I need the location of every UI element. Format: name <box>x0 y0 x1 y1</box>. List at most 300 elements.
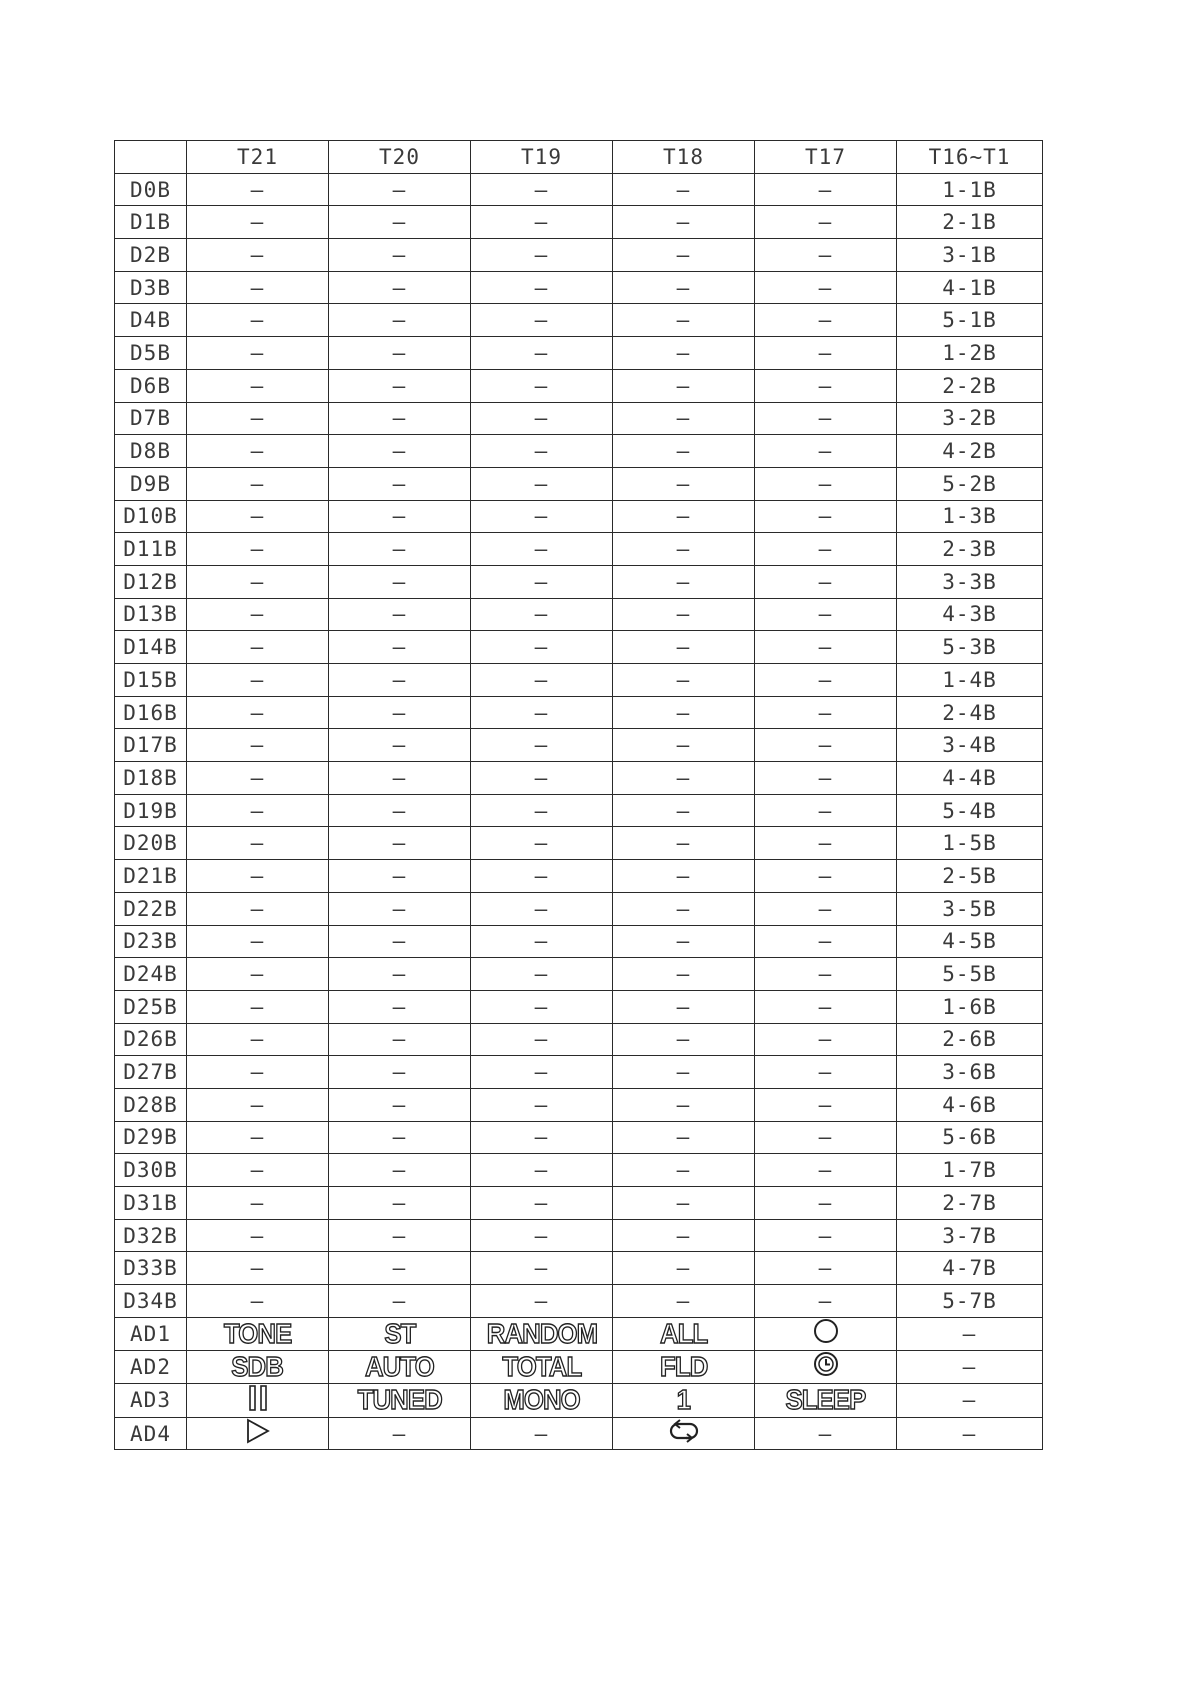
dash-cell: – <box>471 1285 613 1318</box>
indicator-label: SDB <box>231 1350 284 1382</box>
circle-icon <box>813 1318 839 1349</box>
row-label: D20B <box>115 827 187 860</box>
dash-cell: – <box>613 1187 755 1220</box>
segment-code: 5-5B <box>897 958 1043 991</box>
row-label: D12B <box>115 565 187 598</box>
row-label: D24B <box>115 958 187 991</box>
dash-cell: – <box>329 1252 471 1285</box>
dash-cell: – <box>187 239 329 272</box>
table-row <box>115 1056 1043 1089</box>
dash-cell: – <box>329 1417 471 1450</box>
row-label: D32B <box>115 1219 187 1252</box>
dash-cell: – <box>471 1023 613 1056</box>
dash-cell: – <box>613 794 755 827</box>
dash-cell: – <box>187 1252 329 1285</box>
dash-cell: – <box>187 990 329 1023</box>
dash-cell: – <box>329 892 471 925</box>
dash-cell: – <box>755 631 897 664</box>
dash-cell: – <box>755 1187 897 1220</box>
table-row <box>115 1317 1043 1350</box>
row-label: D15B <box>115 664 187 697</box>
dash-cell: – <box>187 206 329 239</box>
dash-cell: – <box>755 206 897 239</box>
dash-cell: – <box>329 369 471 402</box>
dash-cell: – <box>755 1088 897 1121</box>
table-row <box>115 729 1043 762</box>
table-row <box>115 892 1043 925</box>
row-label: D18B <box>115 762 187 795</box>
indicator-cell <box>329 1383 471 1417</box>
segment-code: 1-3B <box>897 500 1043 533</box>
table-row <box>115 1187 1043 1220</box>
pause-icon <box>247 1384 269 1417</box>
row-label: D21B <box>115 860 187 893</box>
segment-code: 4-2B <box>897 435 1043 468</box>
dash-cell: – <box>755 598 897 631</box>
row-label: AD4 <box>115 1417 187 1450</box>
indicator-label: TUNED <box>357 1384 442 1416</box>
row-label: D13B <box>115 598 187 631</box>
dash-cell: – <box>755 664 897 697</box>
dash-cell: – <box>329 1088 471 1121</box>
dash-cell: – <box>187 533 329 566</box>
segment-code: 4-4B <box>897 762 1043 795</box>
dash-cell: – <box>187 1154 329 1187</box>
dash-cell: – <box>329 1187 471 1220</box>
dash-cell: – <box>613 337 755 370</box>
indicator-cell <box>755 1383 897 1417</box>
table-row <box>115 239 1043 272</box>
dash-cell: – <box>187 827 329 860</box>
dash-cell: – <box>187 892 329 925</box>
table-row <box>115 1023 1043 1056</box>
dash-cell: – <box>471 990 613 1023</box>
dash-cell: – <box>471 958 613 991</box>
row-label: AD2 <box>115 1350 187 1383</box>
dash-cell: – <box>187 664 329 697</box>
table-row <box>115 1121 1043 1154</box>
segment-code: 2-5B <box>897 860 1043 893</box>
segment-code: 5-2B <box>897 467 1043 500</box>
dash-cell: – <box>613 500 755 533</box>
dash-cell: – <box>755 435 897 468</box>
indicator-cell <box>613 1417 755 1450</box>
row-label: D23B <box>115 925 187 958</box>
dash-cell: – <box>329 1154 471 1187</box>
dash-cell: – <box>329 958 471 991</box>
dash-cell: – <box>613 435 755 468</box>
dash-cell: – <box>613 958 755 991</box>
table-row <box>115 598 1043 631</box>
dash-cell: – <box>897 1383 1043 1417</box>
dash-cell: – <box>755 1056 897 1089</box>
dash-cell: – <box>471 1417 613 1450</box>
dash-cell: – <box>755 1121 897 1154</box>
row-label: D31B <box>115 1187 187 1220</box>
table-row <box>115 1285 1043 1318</box>
dash-cell: – <box>329 173 471 206</box>
header-t19: T19 <box>471 141 613 174</box>
row-label: D28B <box>115 1088 187 1121</box>
dash-cell: – <box>329 337 471 370</box>
dash-cell: – <box>187 1088 329 1121</box>
row-label: D11B <box>115 533 187 566</box>
indicator-label: AUTO <box>365 1350 434 1382</box>
dash-cell: – <box>187 794 329 827</box>
dash-cell: – <box>471 631 613 664</box>
dash-cell: – <box>613 1088 755 1121</box>
indicator-cell <box>329 1350 471 1383</box>
dash-cell: – <box>613 1023 755 1056</box>
dash-cell: – <box>329 271 471 304</box>
dash-cell: – <box>187 762 329 795</box>
row-label: D7B <box>115 402 187 435</box>
table-row <box>115 1252 1043 1285</box>
table-row <box>115 925 1043 958</box>
segment-code: 4-7B <box>897 1252 1043 1285</box>
segment-code: 1-5B <box>897 827 1043 860</box>
segment-code: 1-7B <box>897 1154 1043 1187</box>
row-label: D4B <box>115 304 187 337</box>
table-row <box>115 958 1043 991</box>
dash-cell: – <box>613 1154 755 1187</box>
row-label: D27B <box>115 1056 187 1089</box>
dash-cell: – <box>471 565 613 598</box>
dash-cell: – <box>613 762 755 795</box>
header-row <box>115 141 1043 174</box>
dash-cell: – <box>329 827 471 860</box>
dash-cell: – <box>471 892 613 925</box>
dash-cell: – <box>187 1023 329 1056</box>
dash-cell: – <box>755 337 897 370</box>
header-t17: T17 <box>755 141 897 174</box>
dash-cell: – <box>187 467 329 500</box>
indicator-cell <box>187 1417 329 1450</box>
indicator-label: TOTAL <box>502 1350 581 1382</box>
segment-code: 3-6B <box>897 1056 1043 1089</box>
dash-cell: – <box>471 369 613 402</box>
dash-cell: – <box>613 1285 755 1318</box>
dash-cell: – <box>755 304 897 337</box>
dash-cell: – <box>329 1023 471 1056</box>
dash-cell: – <box>755 402 897 435</box>
indicator-cell <box>471 1383 613 1417</box>
dash-cell: – <box>187 402 329 435</box>
table-row <box>115 664 1043 697</box>
dash-cell: – <box>755 860 897 893</box>
dash-cell: – <box>755 990 897 1023</box>
header-t16-t1: T16~T1 <box>897 141 1043 174</box>
dash-cell: – <box>329 729 471 762</box>
dash-cell: – <box>187 1285 329 1318</box>
indicator-label: TONE <box>223 1317 292 1349</box>
dash-cell: – <box>613 402 755 435</box>
table-row <box>115 467 1043 500</box>
indicator-cell <box>471 1350 613 1383</box>
dash-cell: – <box>613 892 755 925</box>
table-row <box>115 304 1043 337</box>
segment-code: 1-6B <box>897 990 1043 1023</box>
dash-cell: – <box>187 631 329 664</box>
dash-cell: – <box>613 827 755 860</box>
dash-cell: – <box>471 1187 613 1220</box>
indicator-cell <box>187 1383 329 1417</box>
dash-cell: – <box>187 598 329 631</box>
table-row <box>115 696 1043 729</box>
table-row <box>115 1350 1043 1383</box>
dash-cell: – <box>329 435 471 468</box>
dash-cell: – <box>613 1121 755 1154</box>
dash-cell: – <box>329 533 471 566</box>
segment-table <box>114 140 1043 1450</box>
dash-cell: – <box>755 1219 897 1252</box>
dash-cell: – <box>329 1121 471 1154</box>
segment-code: 1-1B <box>897 173 1043 206</box>
segment-code: 3-4B <box>897 729 1043 762</box>
dash-cell: – <box>613 664 755 697</box>
indicator-label: ALL <box>659 1317 708 1349</box>
dash-cell: – <box>471 729 613 762</box>
segment-code: 5-6B <box>897 1121 1043 1154</box>
table-row <box>115 337 1043 370</box>
dash-cell: – <box>471 598 613 631</box>
header-t21: T21 <box>187 141 329 174</box>
indicator-cell <box>471 1317 613 1350</box>
table-row <box>115 794 1043 827</box>
segment-code: 3-3B <box>897 565 1043 598</box>
row-label: D17B <box>115 729 187 762</box>
dash-cell: – <box>471 402 613 435</box>
table-row <box>115 1417 1043 1450</box>
segment-code: 5-4B <box>897 794 1043 827</box>
dash-cell: – <box>187 271 329 304</box>
dash-cell: – <box>755 1023 897 1056</box>
dash-cell: – <box>187 565 329 598</box>
indicator-cell <box>187 1317 329 1350</box>
header-t18: T18 <box>613 141 755 174</box>
row-label: D3B <box>115 271 187 304</box>
dash-cell: – <box>613 271 755 304</box>
dash-cell: – <box>471 762 613 795</box>
table-row <box>115 827 1043 860</box>
table-row <box>115 762 1043 795</box>
segment-code: 5-7B <box>897 1285 1043 1318</box>
dash-cell: – <box>471 794 613 827</box>
dash-cell: – <box>329 696 471 729</box>
dash-cell: – <box>613 1056 755 1089</box>
dash-cell: – <box>471 435 613 468</box>
dash-cell: – <box>471 337 613 370</box>
dash-cell: – <box>471 1219 613 1252</box>
dash-cell: – <box>613 925 755 958</box>
dash-cell: – <box>187 435 329 468</box>
dash-cell: – <box>471 173 613 206</box>
dash-cell: – <box>471 1056 613 1089</box>
dash-cell: – <box>329 598 471 631</box>
dash-cell: – <box>613 696 755 729</box>
row-label: D34B <box>115 1285 187 1318</box>
dash-cell: – <box>471 1154 613 1187</box>
dash-cell: – <box>897 1317 1043 1350</box>
indicator-cell <box>329 1317 471 1350</box>
row-label: D5B <box>115 337 187 370</box>
segment-code: 5-3B <box>897 631 1043 664</box>
indicator-cell <box>613 1350 755 1383</box>
dash-cell: – <box>329 565 471 598</box>
row-label: D9B <box>115 467 187 500</box>
row-label: D19B <box>115 794 187 827</box>
dash-cell: – <box>755 239 897 272</box>
dash-cell: – <box>471 1088 613 1121</box>
row-label: D1B <box>115 206 187 239</box>
table-row <box>115 271 1043 304</box>
indicator-cell <box>613 1383 755 1417</box>
dash-cell: – <box>755 500 897 533</box>
segment-code: 1-2B <box>897 337 1043 370</box>
segment-code: 3-7B <box>897 1219 1043 1252</box>
dash-cell: – <box>187 1219 329 1252</box>
row-label: D14B <box>115 631 187 664</box>
dash-cell: – <box>471 696 613 729</box>
dash-cell: – <box>471 239 613 272</box>
segment-code: 1-4B <box>897 664 1043 697</box>
dash-cell: – <box>329 1285 471 1318</box>
dash-cell: – <box>471 1252 613 1285</box>
dash-cell: – <box>187 337 329 370</box>
table-row <box>115 173 1043 206</box>
table-row <box>115 631 1043 664</box>
segment-code: 2-2B <box>897 369 1043 402</box>
dash-cell: – <box>613 304 755 337</box>
segment-code: 2-4B <box>897 696 1043 729</box>
dash-cell: – <box>755 271 897 304</box>
dash-cell: – <box>755 1252 897 1285</box>
row-label: D33B <box>115 1252 187 1285</box>
dash-cell: – <box>755 173 897 206</box>
dash-cell: – <box>613 631 755 664</box>
dash-cell: – <box>471 860 613 893</box>
dash-cell: – <box>329 206 471 239</box>
dash-cell: – <box>187 729 329 762</box>
repeat-icon <box>666 1418 702 1449</box>
segment-code: 4-1B <box>897 271 1043 304</box>
dash-cell: – <box>329 860 471 893</box>
dash-cell: – <box>613 1219 755 1252</box>
header-t20: T20 <box>329 141 471 174</box>
table-row <box>115 990 1043 1023</box>
dash-cell: – <box>755 533 897 566</box>
row-label: D26B <box>115 1023 187 1056</box>
indicator-label: SLEEP <box>785 1384 866 1416</box>
dash-cell: – <box>187 1187 329 1220</box>
row-label: D16B <box>115 696 187 729</box>
dash-cell: – <box>471 1121 613 1154</box>
dash-cell: – <box>187 1056 329 1089</box>
table-row <box>115 1088 1043 1121</box>
dash-cell: – <box>897 1350 1043 1383</box>
dash-cell: – <box>187 860 329 893</box>
table-row <box>115 860 1043 893</box>
dash-cell: – <box>613 1252 755 1285</box>
dash-cell: – <box>755 467 897 500</box>
dash-cell: – <box>897 1417 1043 1450</box>
indicator-cell <box>755 1317 897 1350</box>
dash-cell: – <box>755 827 897 860</box>
segment-code: 5-1B <box>897 304 1043 337</box>
table-row <box>115 206 1043 239</box>
dash-cell: – <box>471 925 613 958</box>
row-label: D8B <box>115 435 187 468</box>
dash-cell: – <box>471 533 613 566</box>
dash-cell: – <box>187 925 329 958</box>
dash-cell: – <box>613 565 755 598</box>
dash-cell: – <box>613 206 755 239</box>
indicator-label: MONO <box>503 1384 580 1416</box>
segment-code: 3-5B <box>897 892 1043 925</box>
segment-code: 4-5B <box>897 925 1043 958</box>
dash-cell: – <box>755 762 897 795</box>
dash-cell: – <box>329 1219 471 1252</box>
dash-cell: – <box>755 696 897 729</box>
dash-cell: – <box>613 860 755 893</box>
dash-cell: – <box>329 990 471 1023</box>
indicator-label: FLD <box>659 1350 708 1382</box>
row-label: D10B <box>115 500 187 533</box>
dash-cell: – <box>613 990 755 1023</box>
dash-cell: – <box>613 239 755 272</box>
dash-cell: – <box>755 1417 897 1450</box>
dash-cell: – <box>471 467 613 500</box>
dash-cell: – <box>187 500 329 533</box>
dash-cell: – <box>187 173 329 206</box>
dash-cell: – <box>471 827 613 860</box>
dash-cell: – <box>329 304 471 337</box>
dash-cell: – <box>187 304 329 337</box>
dash-cell: – <box>755 925 897 958</box>
indicator-cell <box>755 1350 897 1383</box>
table-row <box>115 1219 1043 1252</box>
row-label: D2B <box>115 239 187 272</box>
indicator-cell <box>187 1350 329 1383</box>
row-label: D25B <box>115 990 187 1023</box>
dash-cell: – <box>329 500 471 533</box>
dash-cell: – <box>755 1154 897 1187</box>
row-label: AD3 <box>115 1383 187 1417</box>
header-corner <box>115 141 187 174</box>
row-label: D6B <box>115 369 187 402</box>
dash-cell: – <box>755 369 897 402</box>
segment-code: 3-2B <box>897 402 1043 435</box>
indicator-label: ST <box>383 1317 416 1349</box>
table-row <box>115 533 1043 566</box>
segment-code: 2-6B <box>897 1023 1043 1056</box>
dash-cell: – <box>471 500 613 533</box>
row-label: D22B <box>115 892 187 925</box>
indicator-label: RANDOM <box>486 1317 597 1349</box>
dash-cell: – <box>329 402 471 435</box>
dash-cell: – <box>613 729 755 762</box>
dash-cell: – <box>329 664 471 697</box>
table-row <box>115 565 1043 598</box>
dash-cell: – <box>329 1056 471 1089</box>
table-row <box>115 500 1043 533</box>
dash-cell: – <box>755 1285 897 1318</box>
dash-cell: – <box>755 892 897 925</box>
dash-cell: – <box>613 533 755 566</box>
dash-cell: – <box>187 958 329 991</box>
table-row <box>115 1383 1043 1417</box>
dash-cell: – <box>329 762 471 795</box>
